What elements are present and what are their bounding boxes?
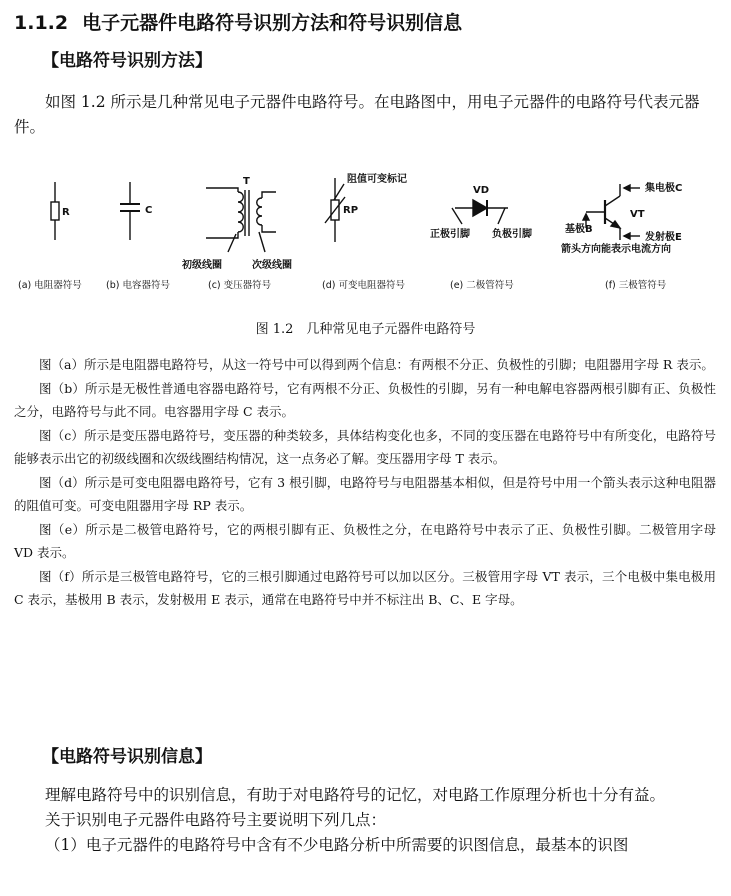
info-paragraph-2: 关于识别电子元器件电路符号主要说明下列几点： xyxy=(45,811,387,829)
label-emitter: 发射极E xyxy=(645,232,682,243)
label-C: C xyxy=(145,205,153,216)
paragraph-a: 图（a）所示是电阻器电路符号，从这一符号中可以得到两个信息：有两根不分正、负极性的引脚；电阻器用字母 R 表示。 xyxy=(39,357,714,372)
label-adjust: 阻值可变标记 xyxy=(347,174,407,185)
info-paragraph-1: 理解电路符号中的识别信息，有助于对电路符号的记忆，对电路工作原理分析也十分有益。 xyxy=(45,786,666,804)
paragraph-d: 图（d）所示是可变电阻器电路符号，它有 3 根引脚，电路符号与电阻器基本相似，但是符号中用一个箭头表示这种电阻器的阻值可变。可变电阻器用字母 RP 表示。 xyxy=(14,474,716,513)
heading-title: 电子元器件电路符号识别方法和符号识别信息 xyxy=(82,12,463,34)
label-collector: 集电极C xyxy=(645,183,683,194)
variable-resistor-symbol xyxy=(325,178,345,242)
capacitor-symbol xyxy=(120,182,140,240)
label-RP: RP xyxy=(343,205,359,216)
info-paragraph-3: （1）电子元器件的电路符号中含有不少电路分析中所需要的识图信息，最基本的识图 xyxy=(45,836,629,854)
label-arrow-note: 箭头方向能表示电流方向 xyxy=(561,244,671,255)
figure-caption: 图 1.2 几种常见电子元器件电路符号 xyxy=(255,322,476,337)
label-primary: 初级线圈 xyxy=(182,260,222,271)
label-base: 基极B xyxy=(565,224,593,235)
paragraph-c: 图（c）所示是变压器电路符号，变压器的种类较多，具体结构变化也多，不同的变压器在电路符号中有所变化，电路符号能够表示出它的初级线圈和次级线圈结构情况，这一点务必了解。变压器用字母 T 表示。 xyxy=(14,427,716,466)
label-anode: 正极引脚 xyxy=(430,229,470,240)
subcaption-c: (c) 变压器符号 xyxy=(208,280,272,291)
label-VT: VT xyxy=(630,209,645,220)
subcaption-e: (e) 二极管符号 xyxy=(450,280,514,291)
intro-paragraph xyxy=(14,90,716,140)
intro-text: 如图 1.2 所示是几种常见电子元器件电路符号。在电路图中，用电子元器件的电路符号代表元器件。 xyxy=(14,93,700,136)
section-title-method: 【电路符号识别方法】 xyxy=(42,51,212,71)
paragraph-f: 图（f）所示是三极管电路符号，它的三根引脚通过电路符号可以加以区分。三极管用字母 VT 表示，三个电极中集电极用 C 表示，基极用 B 表示，发射极用 E 表示，通常在电路符号中并不标注出 B、C、E 字母。 xyxy=(14,568,716,607)
label-R: R xyxy=(62,207,70,218)
component-symbols-figure xyxy=(0,160,731,300)
heading-number: 1.1.2 xyxy=(14,12,69,34)
resistor-symbol xyxy=(51,182,59,240)
transformer-symbol xyxy=(206,188,276,252)
subcaption-f: (f) 三极管符号 xyxy=(605,280,667,291)
subcaption-a: (a) 电阻器符号 xyxy=(18,280,82,291)
section-title-info: 【电路符号识别信息】 xyxy=(42,747,212,767)
paragraph-e: 图（e）所示是二极管电路符号，它的两根引脚有正、负极性之分，在电路符号中表示了正、负极性引脚。二极管用字母 VD 表示。 xyxy=(14,521,716,560)
subcaption-b: (b) 电容器符号 xyxy=(106,280,170,291)
paragraph-b: 图（b）所示是无极性普通电容器电路符号，它有两根不分正、负极性的引脚，另有一种电解电容器两根引脚有正、负极性之分，电路符号与此不同。电容器用字母 C 表示。 xyxy=(14,380,716,419)
label-cathode: 负极引脚 xyxy=(492,229,532,240)
label-VD: VD xyxy=(473,185,490,196)
label-T: T xyxy=(243,176,250,187)
info-block xyxy=(14,783,716,858)
section-heading xyxy=(14,8,462,35)
label-secondary: 次级线圈 xyxy=(252,260,292,271)
diode-symbol xyxy=(452,200,508,224)
subcaption-d: (d) 可变电阻器符号 xyxy=(322,280,405,291)
explanation-block xyxy=(14,353,716,612)
